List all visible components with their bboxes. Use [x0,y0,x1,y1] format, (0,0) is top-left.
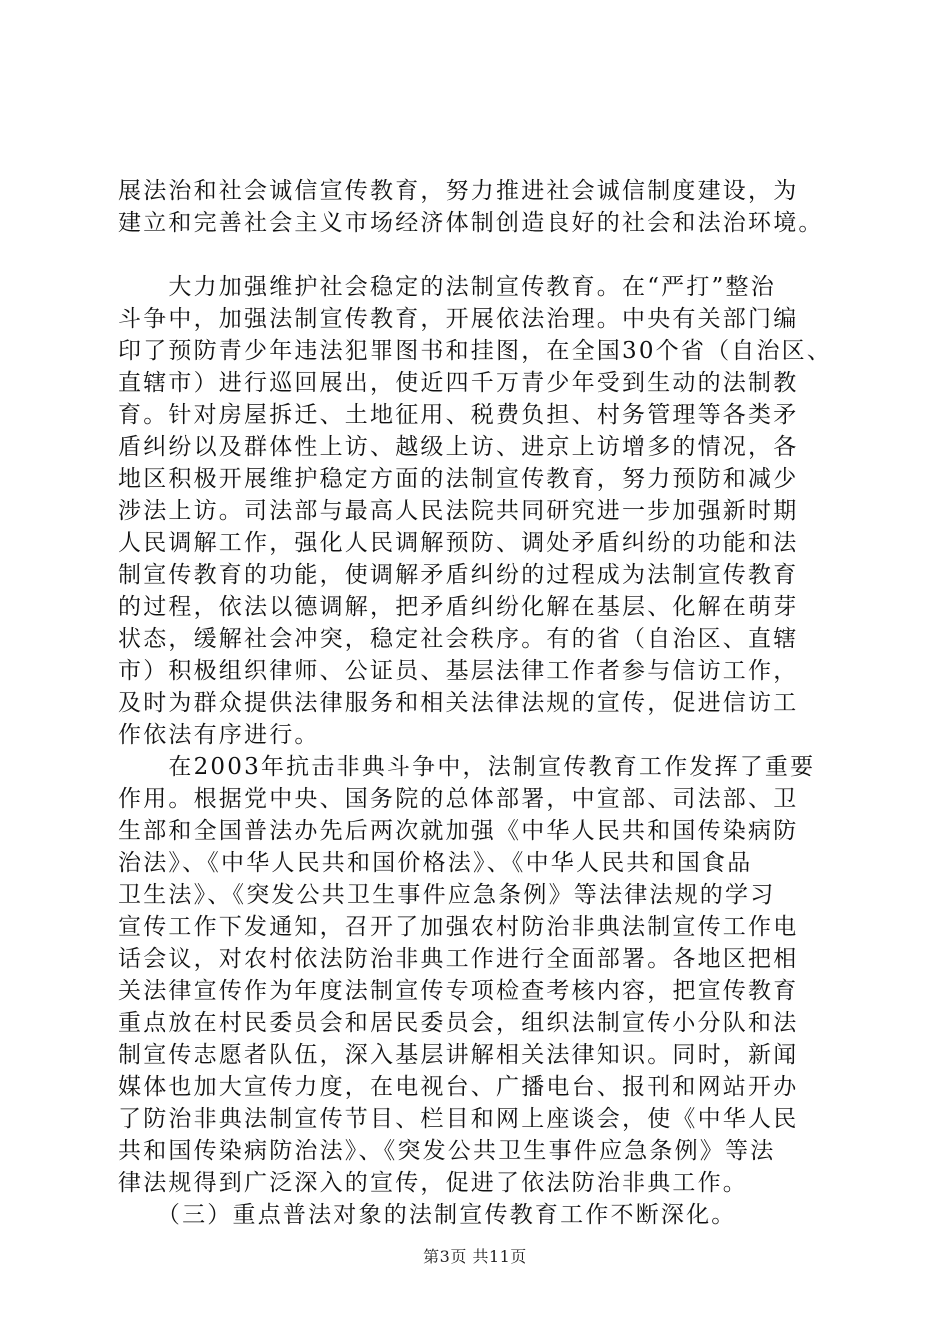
text-line: 制宣传志愿者队伍，深入基层讲解相关法律知识。同时，新闻 [118,1042,799,1068]
text-line: 展法治和社会诚信宣传教育，努力推进社会诚信制度建设，为 [118,178,799,204]
text-line: 了防治非典法制宣传节目、栏目和网上座谈会，使《中华人民 [118,1106,799,1132]
text-line: 盾纠纷以及群体性上访、越级上访、进京上访增多的情况，各 [118,434,799,460]
text-line: 斗争中，加强法制宣传教育，开展依法治理。中央有关部门编 [118,306,799,332]
text-line: 在2003年抗击非典斗争中，法制宣传教育工作发挥了重要 [118,754,816,780]
text-line: 的过程，依法以德调解，把矛盾纠纷化解在基层、化解在萌芽 [118,594,799,620]
text-line: 大力加强维护社会稳定的法制宣传教育。在“严打”整治 [118,274,776,300]
text-line: 重点放在村民委员会和居民委员会，组织法制宣传小分队和法 [118,1010,799,1036]
text-line: 人民调解工作，强化人民调解预防、调处矛盾纠纷的功能和法 [118,530,799,556]
text-line: 作用。根据党中央、国务院的总体部署，中宣部、司法部、卫 [118,786,799,812]
page-number-footer: 第3页 共11页 [423,1247,527,1266]
text-line: 卫生法》、《突发公共卫生事件应急条例》等法律法规的学习 [118,882,776,908]
text-line: 话会议，对农村依法防治非典工作进行全面部署。各地区把相 [118,946,799,972]
text-line: 制宣传教育的功能，使调解矛盾纠纷的过程成为法制宣传教育 [118,562,799,588]
text-line: （三）重点普法对象的法制宣传教育工作不断深化。 [118,1202,737,1228]
text-line: 媒体也加大宣传力度，在电视台、广播电台、报刊和网站开办 [118,1074,799,1100]
text-line: 地区积极开展维护稳定方面的法制宣传教育，努力预防和减少 [118,466,799,492]
text-line: 律法规得到广泛深入的宣传，促进了依法防治非典工作。 [118,1170,748,1196]
text-line: 生部和全国普法办先后两次就加强《中华人民共和国传染病防 [118,818,799,844]
text-line: 及时为群众提供法律服务和相关法律法规的宣传，促进信访工 [118,690,799,716]
text-line: 宣传工作下发通知，召开了加强农村防治非典法制宣传工作电 [118,914,799,940]
text-line: 印了预防青少年违法犯罪图书和挂图，在全国30个省（自治区、 [118,338,833,364]
text-line: 共和国传染病防治法》、《突发公共卫生事件应急条例》等法 [118,1138,776,1164]
text-line: 涉法上访。司法部与最高人民法院共同研究进一步加强新时期 [118,498,799,524]
text-line: 关法律宣传作为年度法制宣传专项检查考核内容，把宣传教育 [118,978,799,1004]
text-line: 市）积极组织律师、公证员、基层法律工作者参与信访工作， [118,658,799,684]
text-line: 建立和完善社会主义市场经济体制创造良好的社会和法治环境。 [118,210,824,236]
text-line: 状态，缓解社会冲突，稳定社会秩序。有的省（自治区、直辖 [118,626,799,652]
text-line: 治法》、《中华人民共和国价格法》、《中华人民共和国食品 [118,850,753,876]
text-line: 作依法有序进行。 [118,722,320,748]
text-line: 直辖市）进行巡回展出，使近四千万青少年受到生动的法制教 [118,370,799,396]
text-line: 育。针对房屋拆迁、土地征用、税费负担、村务管理等各类矛 [118,402,799,428]
